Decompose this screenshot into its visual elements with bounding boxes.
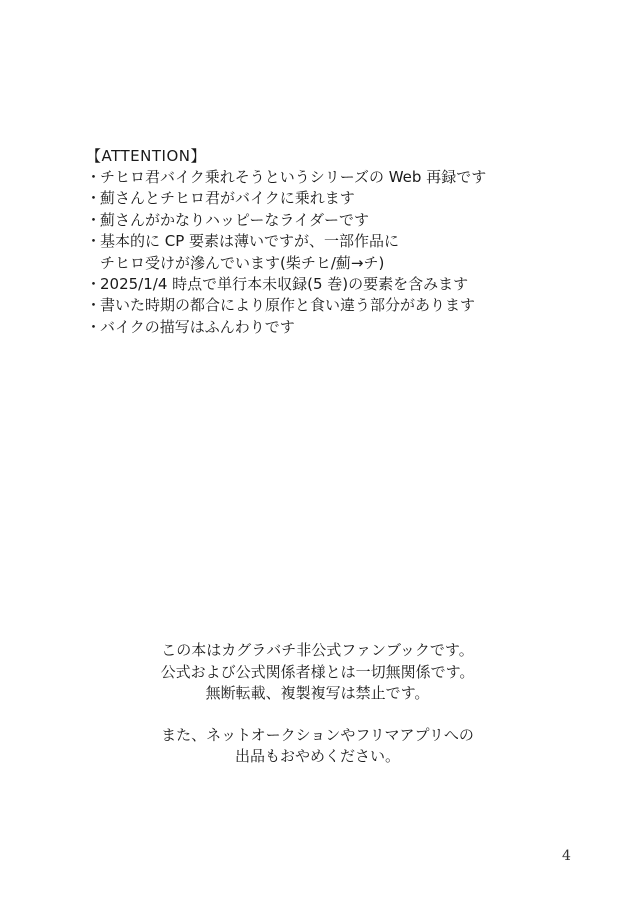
attention-item xyxy=(86,167,606,188)
bullet-mark: ・ xyxy=(86,210,102,229)
attention-item xyxy=(86,210,606,231)
attention-list xyxy=(86,167,606,338)
bullet-mark: ・ xyxy=(86,232,102,251)
bullet-mark: ・ xyxy=(86,168,102,186)
attention-item-text: 書いた時期の都合により原作と食い違う部分があります xyxy=(100,296,476,315)
bullet-mark: ・ xyxy=(86,189,102,208)
attention-section xyxy=(86,146,606,338)
attention-item-text: 薊さんとチヒロ君がバイクに乗れます xyxy=(100,189,355,208)
bullet-mark: ・ xyxy=(86,317,102,336)
attention-item xyxy=(86,274,606,295)
page-number: 4 xyxy=(562,848,571,864)
disclaimer-line: 公式および公式関係者様とは一切無関係です。 xyxy=(160,662,475,681)
attention-heading: 【ATTENTION】 xyxy=(86,147,206,165)
attention-item xyxy=(86,231,606,274)
attention-item xyxy=(86,317,606,338)
bullet-mark: ・ xyxy=(86,275,102,294)
attention-item-text: バイクの描写はふんわりです xyxy=(100,317,295,336)
attention-item-text-continued: チヒロ受けが滲んでいます(柴チヒ/薊→チ) xyxy=(100,253,385,272)
attention-item-text: 薊さんがかなりハッピーなライダーです xyxy=(100,210,369,229)
attention-item xyxy=(86,295,606,316)
attention-item-text: チヒロ君バイク乗れそうというシリーズの Web 再録です xyxy=(100,168,487,186)
resale-notice-block xyxy=(0,725,635,768)
bullet-mark: ・ xyxy=(86,296,102,315)
disclaimer-block xyxy=(0,640,635,705)
attention-item-text: 2025/1/4 時点で単行本未収録(5 巻)の要素を含みます xyxy=(100,275,469,294)
disclaimer-line: 無断転載、複製複写は禁止です。 xyxy=(205,684,430,702)
disclaimer-line: この本はカグラバチ非公式ファンブックです。 xyxy=(161,641,474,659)
resale-notice-line: 出品もおやめください。 xyxy=(234,747,400,765)
notice-section xyxy=(0,640,635,788)
attention-item xyxy=(86,188,606,209)
attention-item-text: 基本的に CP 要素は薄いですが、一部作品に xyxy=(100,232,400,251)
resale-notice-line: また、ネットオークションやフリマアプリへの xyxy=(161,725,474,744)
